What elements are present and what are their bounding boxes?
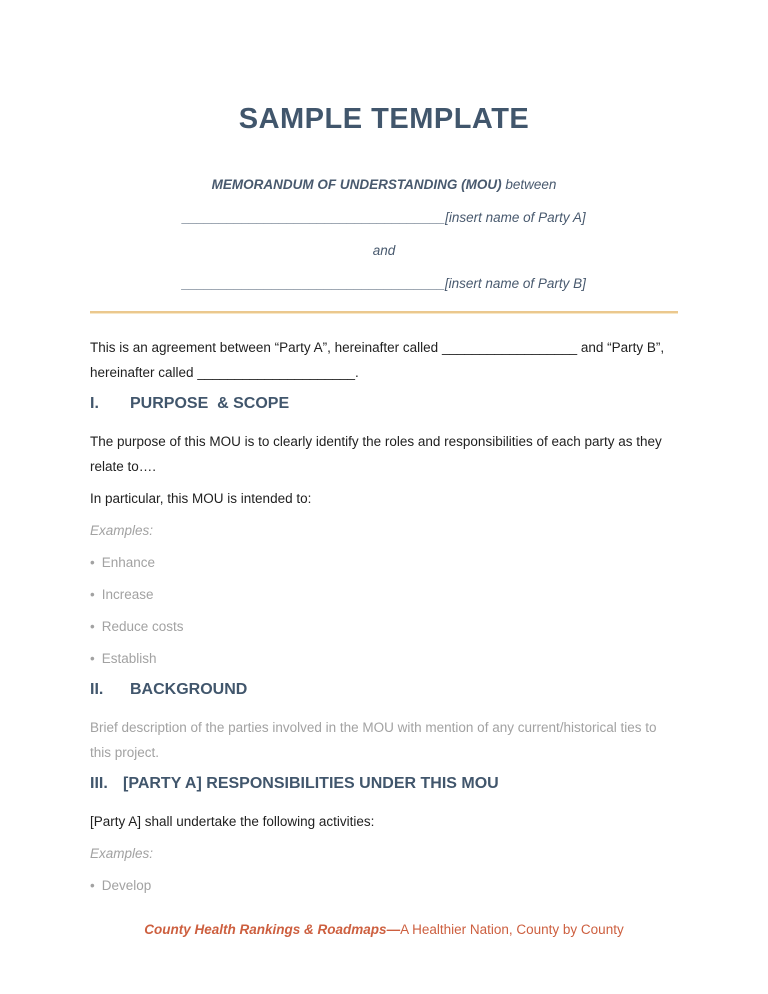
party-b-label: [insert name of Party B] [444,276,586,291]
purpose-examples-label: Examples: [90,523,154,538]
party-a-activities-paragraph: [Party A] shall undertake the following activities: [90,814,375,829]
intro-part1: This is an agreement between “Party A”, hereinafter called [90,340,442,355]
intro-blank1: __________________ [441,340,578,355]
party-a-line [90,209,678,226]
footer-tagline: A Healthier Nation, County by County [400,922,624,937]
mou-subtitle [90,176,678,193]
party-b-line [90,275,678,292]
mou-subtitle-between: between [501,177,557,192]
intro-part2: and “Party B”, hereinafter called [90,340,668,380]
party-b-blank: ___________________________________ [182,276,445,291]
party-a-examples-label: Examples: [90,846,154,861]
bullet-text: Enhance [101,555,156,570]
party-a-blank: ___________________________________ [182,210,446,225]
section-heading-party-a-responsibilities [90,773,678,795]
section-title-purpose: PURPOSE & SCOPE [130,395,290,412]
intro-blank2: _____________________ [197,365,355,380]
section-title-background: BACKGROUND [130,681,248,698]
list-item [90,550,678,575]
party-a-label: [insert name of Party A] [445,210,586,225]
section-heading-purpose [90,393,678,415]
section-heading-background [90,679,678,701]
bullet-text: Reduce costs [101,619,184,634]
bullet-text: Develop [101,878,152,893]
section-number-party-a-responsibilities: III. [90,775,108,792]
list-item [90,646,678,671]
mou-subtitle-bold: MEMORANDUM OF UNDERSTANDING (MOU) [211,177,502,192]
purpose-bullet-list [90,550,678,671]
background-paragraph: Brief description of the parties involved in the MOU with mention of any current/historical ties to this project. [90,720,661,760]
page-title: SAMPLE TEMPLATE [238,103,530,135]
bullet-text: Establish [101,651,157,666]
section-number-background: II. [90,681,104,698]
document-body [90,313,678,898]
intro-period: . [355,365,359,380]
bullet-text: Increase [101,587,154,602]
section-number-purpose: I. [90,395,99,412]
purpose-paragraph-1: The purpose of this MOU is to clearly identify the roles and responsibilities of each party as they relate to…. [90,434,666,474]
list-item [90,582,678,607]
intro-paragraph [90,335,678,385]
list-item [90,873,678,898]
list-item [90,614,678,639]
conjunction-line: and [372,243,396,258]
page-footer [0,921,768,938]
party-a-bullet-list [90,873,678,898]
footer-brand: County Health Rankings & Roadmaps— [144,922,401,937]
section-title-party-a-responsibilities: [PARTY A] RESPONSIBILITIES UNDER THIS MOU [123,775,499,792]
purpose-paragraph-2: In particular, this MOU is intended to: [90,491,312,506]
